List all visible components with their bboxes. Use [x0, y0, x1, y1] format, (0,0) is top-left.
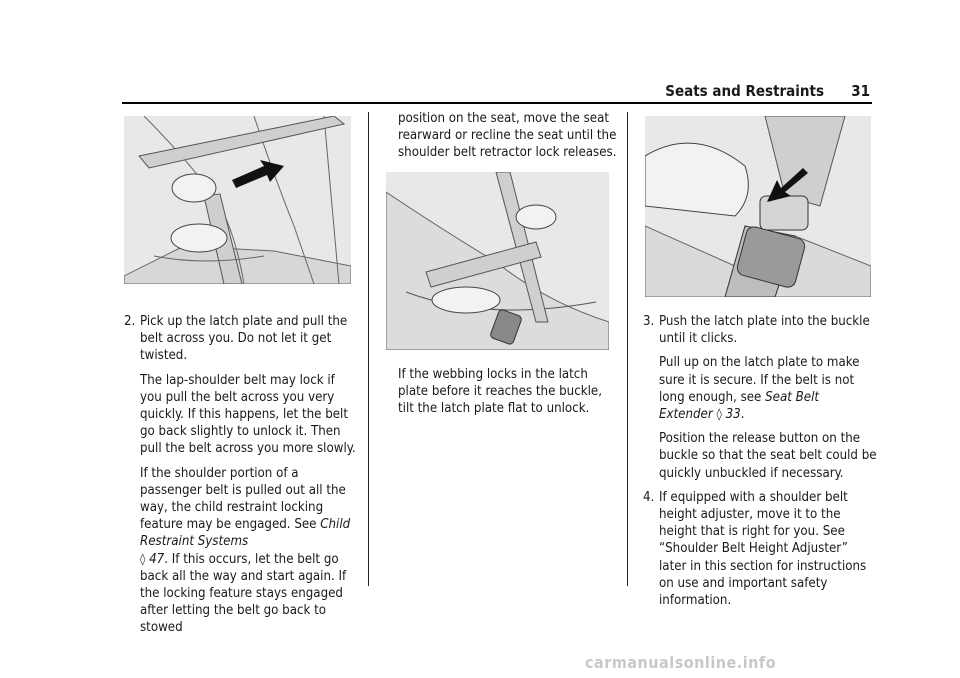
column-2-lower: [398, 366, 620, 425]
header-rule: [122, 102, 872, 104]
paragraph: If the webbing locks in the latch plate before it reaches the buckle, tilt the latch plate flat to unlock.: [398, 367, 602, 417]
page-ref-icon: ◊: [140, 551, 146, 566]
page-header: [122, 78, 872, 104]
figure-pull-belt: [124, 116, 351, 284]
step-2: [124, 313, 360, 365]
column-divider-2: [627, 112, 628, 586]
paragraph: Position the release button on the buckle so that the seat belt could be quickly unbuckled if necessary.: [659, 431, 877, 481]
step-number: 2.: [124, 314, 136, 329]
step-text: If equipped with a shoulder belt height adjuster, move it to the height that is right for you. See “Shoulder Belt Height Adjuster” later in this section for instructions on use and important safety information.: [659, 489, 867, 609]
seat-belt-extender-link[interactable]: Seat Belt Extender: [659, 389, 820, 423]
paragraph-extender: Pull up on the latch plate to make sure it is secure. If the belt is not long enough, see Seat Belt Extender ◊ 33.: [659, 355, 860, 423]
step-3: [643, 313, 877, 347]
step-text: Push the latch plate into the buckle until it clicks.: [659, 314, 870, 347]
column-divider-1: [368, 112, 369, 586]
paragraph-child-restraint: If the shoulder portion of a passenger belt is pulled out all the way, the child restraint locking feature may be engaged. See Child Restraint Systems ◊ 47. If this occurs, let the belt go back all the way and start again. If the locking feature stays engaged after letting the belt go back to stowed: [140, 465, 351, 636]
step-text: Pick up the latch plate and pull the belt across you. Do not let it get twisted.: [140, 314, 348, 364]
page-ref-33[interactable]: 33: [725, 407, 741, 423]
step-4: [643, 489, 877, 609]
page-ref-icon: ◊: [716, 407, 722, 422]
figure-latch-plate-drawing: [386, 172, 609, 350]
paragraph: position on the seat, move the seat rearward or recline the seat until the shoulder belt retractor lock releases.: [398, 111, 617, 161]
column-3: [643, 313, 877, 616]
column-2: [398, 110, 620, 169]
step-number: 4.: [643, 489, 655, 505]
figure-pull-belt-drawing: [124, 116, 351, 284]
child-restraint-link[interactable]: Child Restraint Systems: [140, 517, 351, 550]
paragraph: The lap-shoulder belt may lock if you pull the belt across you very quickly. If this happens, let the belt go back slightly to unlock it. Then pull the belt across you more slowly.: [140, 372, 356, 457]
watermark: carmanualsonline.info: [585, 653, 777, 672]
page-ref-47[interactable]: 47: [149, 551, 165, 567]
column-1: [124, 313, 360, 644]
step-number: 3.: [643, 314, 655, 329]
figure-buckle: [645, 116, 871, 297]
figure-buckle-drawing: [645, 116, 871, 297]
page-number: 31: [851, 82, 870, 100]
section-title: Seats and Restraints: [665, 82, 824, 100]
figure-latch-plate: [386, 172, 609, 350]
